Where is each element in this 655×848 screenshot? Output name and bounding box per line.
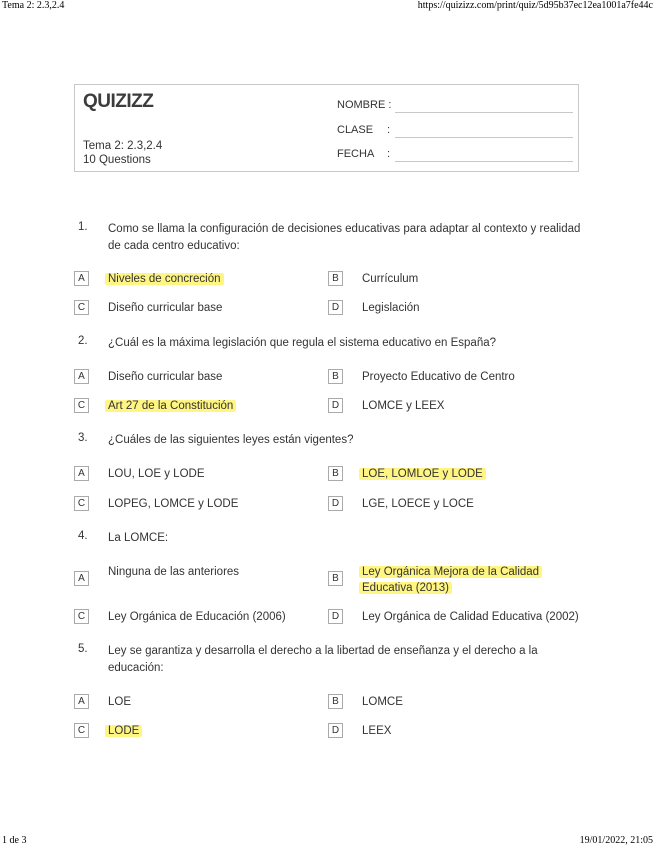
quiz-title: Tema 2: 2.3,2.4 [83, 140, 163, 152]
option-letter: C [74, 496, 89, 511]
option-text: Proyecto Educativo de Centro [362, 371, 515, 383]
option-text: LOPEG, LOMCE y LODE [108, 498, 239, 510]
print-footer-page: 1 de 3 [2, 835, 27, 846]
highlighted-answer: LOE, LOMLOE y LODE [359, 468, 486, 480]
option-letter: D [328, 496, 343, 511]
question-number: 5. [78, 643, 88, 655]
option-letter: D [328, 300, 343, 315]
option-text [108, 271, 328, 287]
option-text: Currículum [362, 273, 419, 285]
clase-label: CLASE [337, 123, 374, 136]
question-count: 10 Questions [83, 154, 151, 166]
question-text: ¿Cuáles de las siguientes leyes están vigentes? [108, 434, 354, 446]
option-letter: C [74, 609, 89, 624]
option-text [108, 398, 328, 414]
clase-field [337, 122, 573, 147]
option-text [108, 723, 328, 739]
highlighted-answer: Art 27 de la Constitución [105, 400, 236, 412]
question-number: 4. [78, 530, 88, 542]
option-letter: B [328, 571, 343, 586]
fecha-colon: : [387, 148, 391, 160]
highlighted-answer: LODE [105, 725, 142, 737]
option-text: LEEX [362, 725, 392, 737]
option-letter: A [74, 369, 89, 384]
option-letter: C [74, 723, 89, 738]
question-text: Ley se garantiza y desarrolla el derecho a la libertad de enseñanza y el derecho a la educación: [108, 645, 538, 674]
option-text: Diseño curricular base [108, 302, 223, 314]
option-text: LOMCE y LEEX [362, 400, 445, 412]
nombre-field [337, 97, 573, 122]
quizizz-logo: QUIZIZZ [83, 91, 154, 112]
clase-line [395, 137, 573, 138]
question-number: 3. [78, 432, 88, 444]
question-text: ¿Cuál es la máxima legislación que regula el sistema educativo en España? [108, 337, 497, 349]
option-text: LGE, LOECE y LOCE [362, 498, 474, 510]
option-text [362, 466, 582, 482]
quiz-header-box [74, 84, 579, 172]
option-letter: B [328, 466, 343, 481]
option-letter: B [328, 369, 343, 384]
option-letter: D [328, 723, 343, 738]
option-text: LOU, LOE y LODE [108, 468, 205, 480]
clase-colon: : [387, 123, 391, 136]
option-letter: C [74, 398, 89, 413]
option-letter: A [74, 694, 89, 709]
question-number: 1. [78, 221, 88, 233]
option-text: Ley Orgánica de Educación (2006) [108, 611, 286, 623]
option-text [362, 564, 547, 596]
option-letter: D [328, 609, 343, 624]
option-text: Diseño curricular base [108, 371, 223, 383]
option-letter: A [74, 271, 89, 286]
option-text: Ninguna de las anteriores [108, 566, 240, 578]
option-letter: A [74, 571, 89, 586]
highlighted-answer: Ley Orgánica Mejora de la Calidad Educativa (2013) [359, 566, 542, 594]
option-text: Legislación [362, 302, 420, 314]
fecha-field [337, 146, 573, 171]
question-text: La LOMCE: [108, 532, 169, 544]
option-letter: D [328, 398, 343, 413]
print-header-url: https://quizizz.com/print/quiz/5d95b37ec12ea1001a7fe44c [417, 0, 653, 11]
student-fields [337, 97, 573, 171]
print-header-title: Tema 2: 2.3,2.4 [2, 0, 65, 11]
fecha-line [395, 161, 573, 162]
option-letter: A [74, 466, 89, 481]
nombre-line [395, 112, 573, 113]
option-letter: B [328, 694, 343, 709]
option-letter: C [74, 300, 89, 315]
highlighted-answer: Niveles de concreción [105, 273, 224, 285]
question-text: Como se llama la configuración de decisiones educativas para adaptar al contexto y realidad de cada centro educativo: [108, 223, 581, 252]
option-letter: B [328, 271, 343, 286]
nombre-label: NOMBRE : [337, 99, 392, 111]
option-text: Ley Orgánica de Calidad Educativa (2002) [362, 611, 579, 623]
question-number: 2. [78, 335, 88, 347]
fecha-label: FECHA [337, 148, 375, 160]
quiz-topic [83, 139, 162, 167]
option-text: LOE [108, 696, 132, 708]
print-footer-datetime: 19/01/2022, 21:05 [579, 835, 653, 846]
option-text: LOMCE [362, 696, 403, 708]
